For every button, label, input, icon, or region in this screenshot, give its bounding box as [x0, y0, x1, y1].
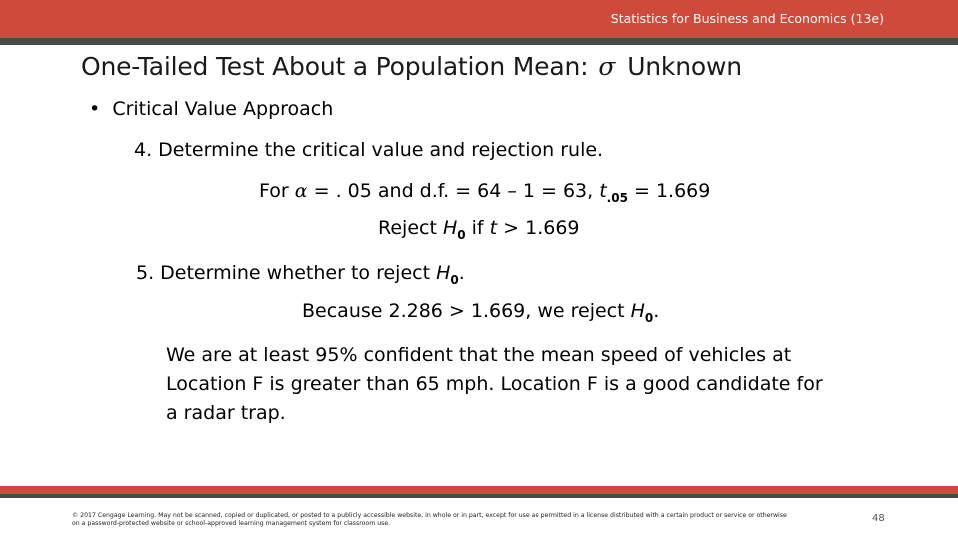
page-number: 48: [872, 513, 885, 524]
if-label: if: [471, 217, 484, 239]
critical-value-line: [259, 180, 710, 205]
rule-threshold: > 1.669: [503, 217, 580, 239]
sigma-symbol: σ: [598, 52, 616, 81]
footer-divider: [0, 494, 958, 498]
t-subscript: .05: [606, 191, 628, 205]
h-subscript-step5: 0: [450, 273, 459, 287]
for-label: For: [259, 180, 289, 202]
alpha-symbol: α: [294, 180, 308, 202]
bullet-marker: •: [89, 98, 101, 120]
rejection-rule: [378, 217, 580, 242]
header-divider: [0, 38, 958, 45]
course-title: Statistics for Business and Economics (13e): [610, 11, 884, 26]
h-variable: H: [442, 217, 458, 239]
h-subscript-decision: 0: [644, 311, 654, 325]
decision-text: Because 2.286 > 1.669, we reject: [302, 300, 625, 322]
step-5-text: 5. Determine whether to reject: [136, 262, 431, 284]
header-bar: [0, 0, 958, 38]
h-subscript: 0: [457, 228, 466, 242]
h-variable-decision: H: [630, 300, 645, 322]
critical-value: = 1.669: [633, 180, 711, 202]
bullet-item: [89, 98, 333, 120]
reject-label: Reject: [378, 217, 437, 239]
step-4-heading: 4. Determine the critical value and rejection rule.: [134, 139, 604, 161]
slide-title-suffix: Unknown: [627, 52, 742, 81]
slide-title-text: One-Tailed Test About a Population Mean:: [81, 52, 589, 81]
slide-title: [81, 52, 742, 81]
alpha-df-text: = . 05 and d.f. = 64 – 1 = 63,: [313, 180, 594, 202]
conclusion-paragraph: We are at least 95% confident that the mean speed of vehicles at Location F is greater than 65 mph. Location F is a good candidate for a radar trap.: [166, 344, 823, 424]
footer-bar: [0, 486, 958, 494]
bullet-text: Critical Value Approach: [112, 98, 334, 120]
h-variable-step5: H: [436, 262, 451, 284]
step-5-heading: [136, 262, 465, 287]
copyright-notice: © 2017 Cengage Learning. May not be scanned, copied or duplicated, or posted to a publicly accessible website, in whole or in part, except for use as permitted in a license distributed with a certain product or service or otherwise on a password-protected website or school-approved learning management system for classroom use.: [72, 512, 787, 527]
decision-period: .: [653, 300, 660, 322]
step-5-period: .: [458, 262, 465, 284]
decision-line: [302, 300, 659, 325]
t-variable: t: [599, 180, 607, 202]
t-variable-rule: t: [489, 217, 498, 239]
